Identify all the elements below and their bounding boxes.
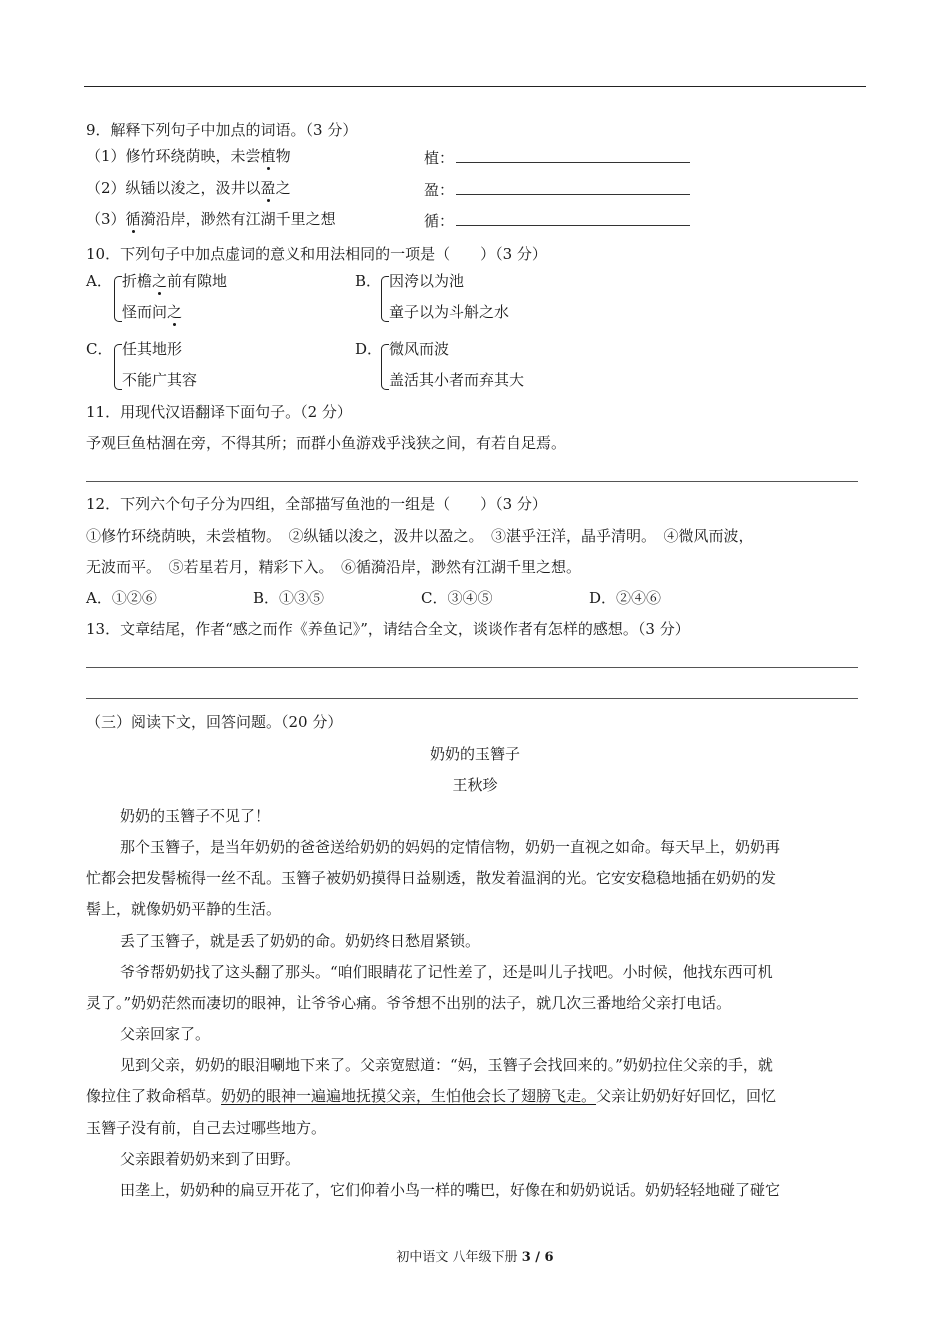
- q10-option-b-letter: B．: [355, 272, 382, 290]
- q9-answer-1[interactable]: 植：: [424, 146, 690, 168]
- page-footer: 初中语文 八年级下册 3 / 6: [396, 1250, 554, 1265]
- q12-sentences-line1: ①修竹环绕荫映，未尝植物。 ②纵锸以浚之，汲井以盈之。 ③湛乎汪洋，晶乎清明。 ④微风而波，: [86, 527, 754, 545]
- q12-choice-d: D．②④⑥: [589, 589, 662, 607]
- q9-answer-3[interactable]: 循：: [424, 209, 690, 231]
- q9-stem: 9．解释下列句子中加点的词语。（3 分）: [86, 121, 358, 139]
- q10-option-c-line1: 任其地形: [122, 340, 183, 358]
- story-line-12: 父亲跟着奶奶来到了田野。: [120, 1150, 301, 1168]
- page-number: 3 / 6: [521, 1250, 554, 1265]
- q10-option-a-brace: [114, 276, 122, 322]
- q13-answer-line-2[interactable]: [86, 698, 858, 699]
- q13-stem: 13．文章结尾，作者“感之而作《养鱼记》”，请结合全文，谈谈作者有怎样的感想。（3 分）: [86, 620, 690, 638]
- section3-heading: （三）阅读下文，回答问题。（20 分）: [86, 713, 343, 731]
- underlined-sentence: 奶奶的眼神一遍遍地抚摸父亲，生怕他会长了翅膀飞走。: [221, 1087, 597, 1105]
- q10-option-d-brace: [381, 344, 389, 390]
- q11-answer-line[interactable]: [86, 481, 858, 482]
- story-line-9: 见到父亲，奶奶的眼泪唰地下来了。父亲宽慰道：“妈，玉簪子会找回来的。”奶奶拉住父亲的手，就: [120, 1056, 773, 1074]
- q10-option-b-brace: [381, 276, 389, 322]
- story-line-10: 像拉住了救命稻草。奶奶的眼神一遍遍地抚摸父亲，生怕他会长了翅膀飞走。父亲让奶奶好好回忆，回忆: [86, 1087, 777, 1105]
- q12-choice-a: A．①②⑥: [86, 589, 157, 607]
- q12-stem: 12．下列六个句子分为四组，全部描写鱼池的一组是（ ）（3 分）: [86, 495, 547, 513]
- q10-option-d-letter: D．: [355, 340, 383, 358]
- q10-option-a-line1: 折檐之前有隙地: [122, 272, 228, 290]
- q10-stem: 10．下列句子中加点虚词的意义和用法相同的一项是（ ）（3 分）: [86, 245, 547, 263]
- q9-item-2: （2）纵锸以浚之，汲井以盈之: [86, 179, 291, 197]
- q11-stem: 11．用现代汉语翻译下面句子。（2 分）: [86, 403, 352, 421]
- story-line-7: 灵了。”奶奶茫然而凄切的眼神，让爷爷心痛。爷爷想不出别的法子，就几次三番地给父亲打电话。: [86, 994, 732, 1012]
- q9-answer-2[interactable]: 盈：: [424, 178, 690, 200]
- story-line-5: 丢了玉簪子，就是丢了奶奶的命。奶奶终日愁眉紧锁。: [120, 932, 481, 950]
- story-line-11: 玉簪子没有前，自己去过哪些地方。: [86, 1119, 327, 1137]
- q10-option-b-line2: 童子以为斗斛之水: [389, 303, 510, 321]
- story-line-6: 爷爷帮奶奶找了这头翻了那头。“咱们眼睛花了记性差了，还是叫儿子找吧。小时候，他找东西可机: [120, 963, 773, 981]
- q10-option-c-line2: 不能广其容: [122, 371, 198, 389]
- q10-option-a-line2: 怪而问之: [122, 303, 183, 321]
- q12-choice-b: B．①③⑤: [253, 589, 325, 607]
- story-line-3: 忙都会把发髻梳得一丝不乱。玉簪子被奶奶摸得日益剔透，散发着温润的光。它安安稳稳地插在奶奶的发: [86, 869, 777, 887]
- story-line-4: 髻上，就像奶奶平静的生活。: [86, 900, 282, 918]
- q10-option-b-line1: 因洿以为池: [389, 272, 465, 290]
- story-line-2: 那个玉簪子，是当年奶奶的爸爸送给奶奶的妈妈的定情信物，奶奶一直视之如命。每天早上，奶奶再: [120, 838, 781, 856]
- q10-option-d-line1: 微风而波: [389, 340, 450, 358]
- q12-choice-c: C．③④⑤: [421, 589, 493, 607]
- q9-item-3: （3）循漪沿岸，渺然有江湖千里之想: [86, 210, 336, 228]
- story-line-13: 田垄上，奶奶种的扁豆开花了，它们仰着小鸟一样的嘴巴，好像在和奶奶说话。奶奶轻轻地碰了碰它: [120, 1181, 781, 1199]
- q10-option-a-letter: A．: [86, 272, 112, 290]
- story-title: 奶奶的玉簪子: [429, 745, 520, 763]
- q13-answer-line-1[interactable]: [86, 667, 858, 668]
- q12-sentences-line2: 无波而平。 ⑤若星若月，精彩下入。 ⑥循漪沿岸，渺然有江湖千里之想。: [86, 558, 582, 576]
- story-line-1: 奶奶的玉簪子不见了！: [120, 807, 271, 825]
- q9-item-1: （1）修竹环绕荫映，未尝植物: [86, 147, 291, 165]
- q11-sentence: 予观巨鱼枯涸在旁，不得其所；而群小鱼游戏乎浅狭之间，有若自足焉。: [86, 434, 567, 452]
- q10-option-c-letter: C．: [86, 340, 113, 358]
- top-rule: [84, 86, 866, 87]
- q10-option-d-line2: 盖活其小者而弃其大: [389, 371, 525, 389]
- q10-option-c-brace: [114, 344, 122, 390]
- story-line-8: 父亲回家了。: [120, 1025, 211, 1043]
- story-author: 王秋珍: [452, 776, 498, 794]
